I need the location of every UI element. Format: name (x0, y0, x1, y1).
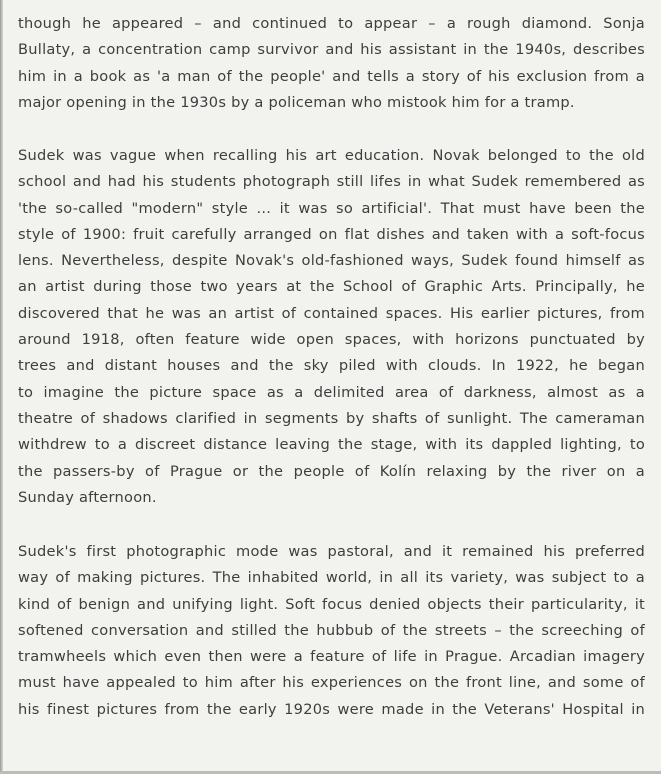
text-line: lens. Nevertheless, despite Novak's old-fashioned ways, Sudek found himself as (18, 252, 645, 270)
text-line: school and had his students photograph still lifes in what Sudek remembered as (18, 173, 645, 191)
paragraph-1 (18, 11, 645, 116)
text-line: softened conversation and stilled the hubbub of the streets – the screeching of (18, 621, 645, 639)
text-line: must have appealed to him after his experiences on the front line, and some of (18, 674, 645, 692)
text-line: way of making pictures. The inhabited world, in all its variety, was subject to a (18, 569, 645, 587)
text-line: kind of benign and unifying light. Soft focus denied objects their particularity, it (18, 595, 645, 613)
text-line: trees and distant houses and the sky piled with clouds. In 1922, he began (18, 357, 645, 375)
text-line: to imagine the picture space as a delimited area of darkness, almost as a (18, 383, 645, 401)
text-line: withdrew to a discreet distance leaving the stage, with its dappled lighting, to (18, 436, 645, 454)
text-line: Sudek was vague when recalling his art education. Novak belonged to the old (18, 147, 645, 164)
text-line: Sudek's first photographic mode was pastoral, and it remained his preferred (18, 543, 645, 560)
text-line: tramwheels which even then were a feature of life in Prague. Arcadian imagery (18, 648, 645, 666)
text-line: his finest pictures from the early 1920s were made in the Veterans' Hospital in (18, 700, 645, 718)
paragraph-2 (18, 143, 645, 511)
text-line: Sunday afternoon. (18, 488, 157, 506)
text-line: though he appeared – and continued to appear – a rough diamond. Sonja (18, 15, 645, 32)
text-line: major opening in the 1930s by a policeman who mistook him for a tramp. (18, 93, 575, 111)
text-line: the passers-by of Prague or the people of Kolín relaxing by the river on a (18, 462, 645, 480)
page-binding-edge (0, 0, 3, 774)
text-line: 'the so-called "modern" style ... it was so artificial'. That must have been the (18, 199, 645, 217)
text-line: him in a book as 'a man of the people' and tells a story of his exclusion from a (18, 67, 645, 85)
text-line: around 1918, often feature wide open spaces, with horizons punctuated by (18, 331, 645, 349)
text-line: style of 1900: fruit carefully arranged on flat dishes and taken with a soft-focus (18, 225, 645, 243)
text-line: theatre of shadows clarified in segments by shafts of sunlight. The cameraman (18, 409, 645, 427)
paragraph-3 (18, 539, 645, 723)
text-line: discovered that he was an artist of contained spaces. His earlier pictures, from (18, 304, 645, 322)
text-line: an artist during those two years at the School of Graphic Arts. Principally, he (18, 278, 645, 296)
text-line: Bullaty, a concentration camp survivor and his assistant in the 1940s, describes (18, 41, 645, 59)
